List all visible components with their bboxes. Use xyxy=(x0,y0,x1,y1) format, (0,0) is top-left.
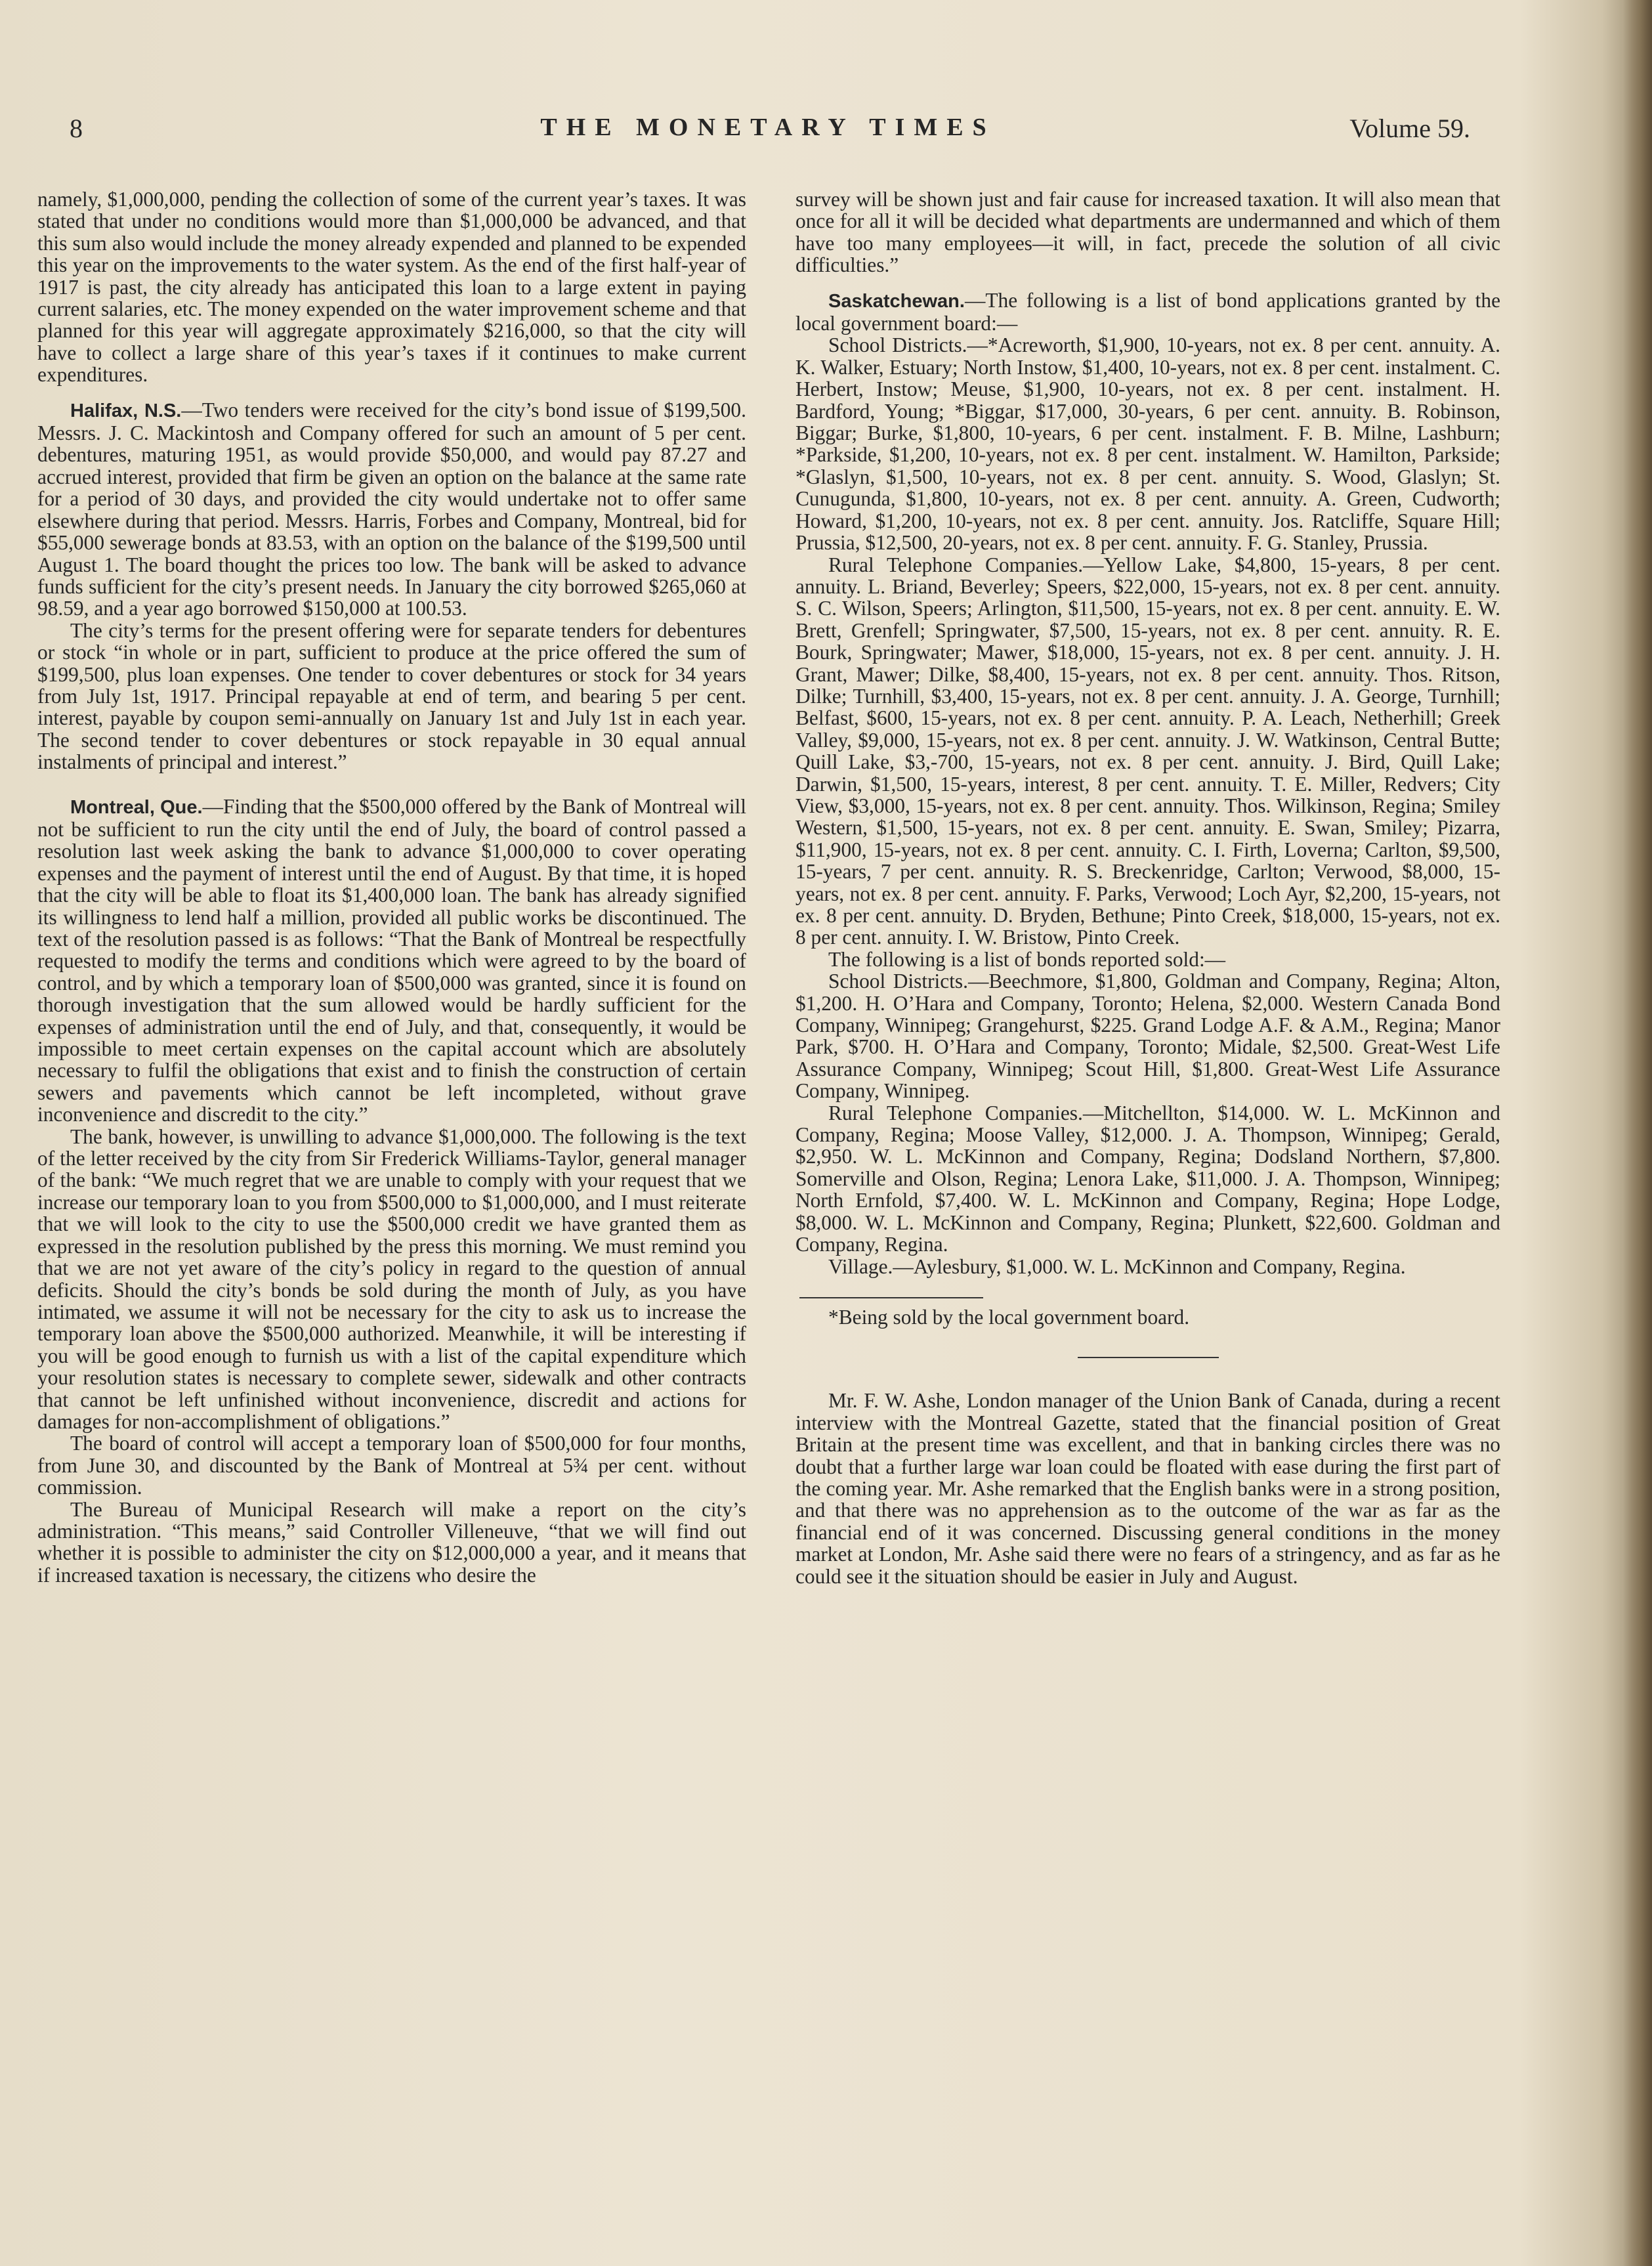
montreal-paragraph xyxy=(37,796,746,1126)
article-paragraph: The city’s terms for the present offering were for separate tenders for debentures or stock “in whole or in part, sufficient to produce at the price offered the sum of $199,500, plus loan expenses. One tender to cover debentures or stock for 34 years from July 1st, 1917. Principal repayable at end of term, and bearing 5 per cent. interest, payable by coupon semi-annually on January 1st and July 1st in each year. The second tender to cover debentures or stock repayable in 30 equal annual instalments of principal and interest.” xyxy=(37,618,746,774)
bonds-sold-intro: The following is a list of bonds reported sold:— xyxy=(828,947,1226,971)
ashe-paragraph: Mr. F. W. Ashe, London manager of the Union Bank of Canada, during a recent interview with the Montreal Gazette, stated that the financial position of Great Britain at the present time was excellent, and that in banking circles there was no doubt that a further large war loan could be floated with ease during the first part of the coming year. Mr. Ashe remarked that the English banks were in a strong position, and that there was no apprehension as to the outcome of the war as far as the financial end of it was concerned. Discussing general conditions in the money market at London, Mr. Ashe said there were no fears of a stringency, and as far as he could see it the situation should be easier in July and August. xyxy=(795,1389,1500,1588)
halifax-paragraph xyxy=(37,399,746,620)
section-heading: Montreal, Que. xyxy=(70,796,203,818)
right-column xyxy=(795,188,1500,1587)
article-paragraph: The board of control will accept a temporary loan of $500,000 for four months, from June 30, and discounted by the Bank of Montreal at 5¾ per cent. without commission. xyxy=(37,1432,746,1499)
article-paragraph: survey will be shown just and fair cause for increased taxation. It will also mean that once for all it will be decided what departments are undermanned and which of them have too many employees—it will, in fact, precede the solution of all civic difficulties.” xyxy=(795,188,1500,277)
page-number: 8 xyxy=(70,114,83,143)
footnote: *Being sold by the local government board. xyxy=(828,1305,1190,1329)
left-column xyxy=(37,188,746,1586)
article-paragraph: The Bureau of Municipal Research will make a report on the city’s administration. “This means,” said Controller Villeneuve, “that we will find out whether it is possible to administer the city on $12,000,000 a year, and it means that if increased taxation is necessary, the citizens who desire the xyxy=(37,1497,746,1587)
publication-title: THE MONETARY TIMES xyxy=(540,114,996,141)
saskatchewan-paragraph xyxy=(795,289,1500,335)
page-header xyxy=(66,113,1470,152)
page-gutter-shadow xyxy=(1623,0,1652,2266)
article-paragraph: namely, $1,000,000, pending the collection of some of the current year’s taxes. It was stated that under no conditions would more than $1,000,000 be advanced, and that this sum also would include the money already expended and planned to be expended this year on the improvements to the water system. As the end of the first half-year of 1917 is past, the city already has anticipated this loan to a large extent in paying current salaries, etc. The money expended on the water improvement scheme and that planned for this year will aggregate approximately $216,000, so that the city will have to collect a large share of this year’s taxes if it continues to make current expenditures. xyxy=(37,188,746,387)
sold-school-districts: School Districts.—Beechmore, $1,800, Goldman and Company, Regina; Alton, $1,200. H. O’Hara and Company, Toronto; Helena, $2,000. Western Canada Bond Company, Winnipeg; Grangehurst, $225. Grand Lodge A.F. & A.M., Regina; Manor Park, $700. H. O’Hara and Company, Toronto; Midale, $2,500. Great-West Life Assurance Company, Winnipeg; Scout Hill, $1,800. Great-West Life Assurance Company, Winnipeg. xyxy=(795,970,1500,1103)
rural-telephone-list: Rural Telephone Companies.—Yellow Lake, $4,800, 15-years, 8 per cent. annuity. L. Briand, Beverley; Speers, $22,000, 15-years, not ex. 8 per cent. annuity. S. C. Wilson, Speers; Arlington, $11,500, 15-years, not ex. 8 per cent. annuity. E. W. Brett, Grenfell; Springwater, $7,500, 15-years, not ex. 8 per cent. annuity. R. E. Bourk, Springwater; Mawer, $18,000, 15-years, not ex. 8 per cent. annuity. J. H. Grant, Mawer; Dilke, $8,400, 15-years, not ex. 8 per cent. annuity. Thos. Ritson, Dilke; Turnhill, $3,400, 15-years, not ex. 8 per cent. annuity. J. A. George, Turnhill; Belfast, $600, 15-years, not ex. 8 per cent. annuity. P. A. Leach, Netherhill; Greek Valley, $9,000, 15-years, not ex. 8 per cent. annuity. J. W. Watkinson, Central Butte; Quill Lake, $3,-700, 15-years, not ex. 8 per cent. annuity. J. Bird, Quill Lake; Darwin, $1,500, 15-years, interest, 8 per cent. annuity. T. E. Miller, Redvers; City View, $3,000, 15-years, not ex. 8 per cent. annuity. Thos. Wilkinson, Regina; Smiley Western, $1,500, 15-years, not ex. 8 per cent. annuity. E. Swan, Smiley; Pizarra, $11,900, 15-years, not ex. 8 per cent. annuity. C. I. Firth, Loverna; Carlton, $9,500, 15-years, 7 per cent. annuity. R. S. Breckenridge, Carlton; Verwood, $8,000, 15-years, not ex. 8 per cent. annuity. F. Parks, Verwood; Loch Ayr, $2,200, 15-years, not ex. 8 per cent. annuity. D. Bryden, Bethune; Pinto Creek, $18,000, 15-years, not ex. 8 per cent. annuity. I. W. Bristow, Pinto Creek. xyxy=(795,553,1500,949)
school-districts-list: School Districts.—*Acreworth, $1,900, 10-years, not ex. 8 per cent. annuity. A. K. Walker, Estuary; North Instow, $1,400, 10-years, not ex. 8 per cent. instalment. C. Herbert, Instow; Meuse, $1,900, 10-years, not ex. 8 per cent. instalment. H. Bardford, Young; *Biggar, $17,000, 30-years, 6 per cent. annuity. B. Robinson, Biggar; Burke, $1,800, 10-years, 6 per cent. instalment. F. B. Milne, Lashburn; *Parkside, $1,200, 10-years, not ex. 8 per cent. instalment. W. Hamilton, Parkside; *Glaslyn, $1,500, 10-years, not ex. 8 per cent. annuity. S. Wood, Glaslyn; St. Cunugunda, $1,800, 10-years, not ex. 8 per cent. annuity. A. Green, Cudworth; Howard, $1,200, 10-years, not ex. 8 per cent. annuity. Jos. Ratcliffe, Square Hill; Prussia, $12,500, 20-years, not ex. 8 per cent. annuity. F. G. Stanley, Prussia. xyxy=(795,333,1500,555)
footnote-rule xyxy=(799,1297,983,1298)
section-heading: Saskatchewan. xyxy=(828,290,965,312)
section-heading: Halifax, N.S. xyxy=(70,400,182,421)
article-paragraph: The bank, however, is unwilling to advance $1,000,000. The following is the text of the letter received by the city from Sir Frederick Williams-Taylor, general manager of the bank: “We much regret that we are unable to comply with your request that we increase our temporary loan to you from $500,000 to $1,000,000, and I must reiterate that we will look to the city to use the $500,000 credit we have granted them as expressed in the resolution published by the press this morning. We must remind you that we are not yet aware of the city’s policy in regard to the question of annual deficits. Should the city’s bonds be sold during the month of July, as you have intimated, we assume it will not be necessary for the city to ask us to increase the temporary loan above the $500,000 authorized. Meanwhile, it will be interesting if you will be good enough to furnish us with a list of the capital expenditure which your resolution states is necessary to complete sewer, sidewalk and other contracts that cannot be left unfinished without inconvenience, discredit and actions for damages for non-accomplishment of obligations.” xyxy=(37,1124,746,1433)
section-text: —Two tenders were received for the city’s bond issue of $199,500. Messrs. J. C. Mackintosh and Company offered for such an amount of 5 per cent. debentures, maturing 1951, as would provide $50,000, and would pay 87.27 and accrued interest, provided that firm be given an option on the balance at the same rate for a period of 30 days, and provided the city would undertake not to offer same elsewhere during that period. Messrs. Harris, Forbes and Company, Montreal, bid for $55,000 sewerage bonds at 83.53, with an option on the balance of the $199,500 until August 1. The board thought the prices too low. The bank will be asked to advance funds sufficient for the city’s present needs. In January the city borrowed $265,060 at 98.59, and a year ago borrowed $150,000 at 100.53. xyxy=(37,398,746,620)
section-text: —Finding that the $500,000 offered by the Bank of Montreal will not be sufficient to run the city until the end of July, the board of control passed a resolution last week asking the bank to advance $1,000,000 to cover operating expenses and the payment of interest until the end of August. By that time, it is hoped that the city will be able to float its $1,400,000 loan. The bank has already signified its willingness to lend half a million, provided all public works be discontinued. The text of the resolution passed is as follows: “That the Bank of Montreal be respectfully requested to modify the terms and conditions which were agreed to by the board of control, and by which a temporary loan of $500,000 was granted, since it is found on thorough investigation that the sum allowed would be hardly sufficient for the expenses of administration until the end of July, and that, consequently, it would be impossible to meet certain expenses on the capital account which are absolutely necessary to fulfil the obligations that exist and to finish the construction of certain sewers and pavements which cannot be left incompleted, without grave inconvenience and discredit to the city.” xyxy=(37,794,746,1126)
volume-label: Volume 59. xyxy=(1349,114,1470,143)
section-text: —The following is a list of bond applications granted by the local government board:— xyxy=(795,288,1500,335)
section-divider xyxy=(1078,1357,1219,1358)
sold-rural-telephone: Rural Telephone Companies.—Mitchellton, $14,000. W. L. McKinnon and Company, Regina; Moose Valley, $12,000. J. A. Thompson, Winnipeg; Gerald, $2,950. W. L. McKinnon and Company, Regina; Dodsland Northern, $7,800. Somerville and Olson, Regina; Lenora Lake, $11,000. J. A. Thompson, Winnipeg; North Ernfold, $7,400. W. L. McKinnon and Company, Regina; Hope Lodge, $8,000. W. L. McKinnon and Company, Regina; Plunkett, $22,600. Goldman and Company, Regina. xyxy=(795,1101,1500,1256)
sold-village: Village.—Aylesbury, $1,000. W. L. McKinnon and Company, Regina. xyxy=(828,1254,1406,1278)
